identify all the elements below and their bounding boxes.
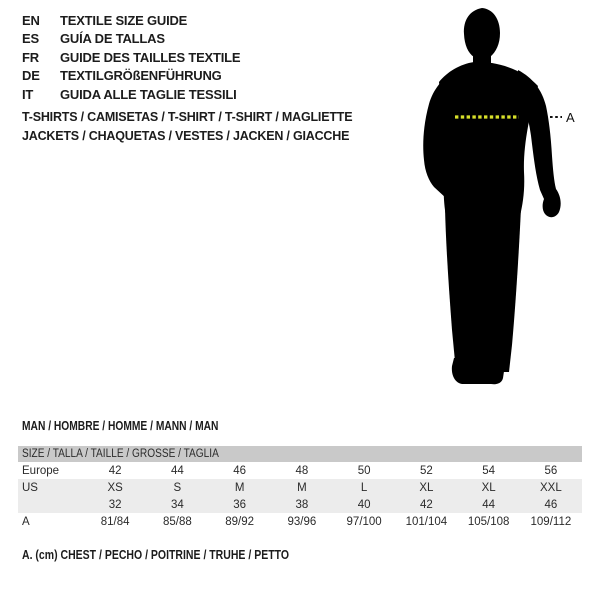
size-cell: 44 bbox=[170, 464, 184, 477]
language-list bbox=[22, 11, 240, 104]
table-row-chest-a bbox=[18, 513, 582, 530]
size-cell: 81/84 bbox=[100, 515, 130, 528]
size-cell: M bbox=[297, 481, 307, 494]
size-cell: 46 bbox=[233, 464, 247, 477]
man-silhouette-svg bbox=[400, 0, 600, 400]
language-label: TEXTILE SIZE GUIDE bbox=[60, 12, 188, 28]
language-row-fr bbox=[22, 48, 240, 67]
language-code: ES bbox=[22, 31, 39, 47]
language-row-es bbox=[22, 30, 240, 49]
table-row-numeric bbox=[18, 496, 582, 513]
size-cell: 101/104 bbox=[405, 515, 448, 528]
language-label: GUIDE DES TAILLES TEXTILE bbox=[60, 49, 241, 65]
size-cell: 56 bbox=[544, 464, 558, 477]
language-label: TEXTILGRÖßENFÜHRUNG bbox=[60, 68, 222, 84]
language-code: IT bbox=[22, 86, 34, 102]
row-label bbox=[18, 496, 84, 513]
row-label: A bbox=[22, 515, 30, 528]
language-code: FR bbox=[22, 49, 39, 65]
category-jackets: JACKETS / CHAQUETAS / VESTES / JACKEN / GIACCHE bbox=[22, 129, 350, 143]
category-headings bbox=[22, 108, 352, 146]
size-cell: 85/88 bbox=[162, 515, 192, 528]
language-code: DE bbox=[22, 68, 40, 84]
size-cell: 38 bbox=[295, 498, 309, 511]
size-cell: XXL bbox=[540, 481, 562, 494]
size-cell: 97/100 bbox=[346, 515, 382, 528]
size-cell: 32 bbox=[108, 498, 122, 511]
table-row-europe bbox=[18, 462, 582, 479]
size-table bbox=[18, 446, 582, 530]
size-cell: 48 bbox=[295, 464, 309, 477]
language-label: GUIDA ALLE TAGLIE TESSILI bbox=[60, 86, 237, 102]
size-cell: S bbox=[173, 481, 182, 494]
table-row-us bbox=[18, 479, 582, 496]
size-table-header-cell bbox=[18, 446, 582, 462]
size-cell: 93/96 bbox=[287, 515, 317, 528]
size-cell: L bbox=[360, 481, 368, 494]
size-cell: M bbox=[234, 481, 245, 494]
row-label: Europe bbox=[22, 464, 60, 477]
size-cell: 50 bbox=[357, 464, 371, 477]
language-row-en bbox=[22, 11, 240, 30]
size-cell: 40 bbox=[357, 498, 371, 511]
size-cell: 105/108 bbox=[467, 515, 510, 528]
man-silhouette-figure bbox=[400, 0, 600, 400]
size-cell: 46 bbox=[544, 498, 558, 511]
language-row-de bbox=[22, 67, 240, 86]
size-cell: 54 bbox=[482, 464, 496, 477]
language-label: GUÍA DE TALLAS bbox=[60, 31, 165, 47]
measurement-footnote: A. (cm) CHEST / PECHO / POITRINE / TRUHE / PETTO bbox=[22, 548, 290, 562]
size-cell: XL bbox=[419, 481, 434, 494]
size-cell: 44 bbox=[482, 498, 496, 511]
language-row-it bbox=[22, 85, 240, 104]
size-cell: 89/92 bbox=[225, 515, 255, 528]
size-cell: XS bbox=[107, 481, 123, 494]
size-cell: 34 bbox=[170, 498, 184, 511]
size-cell: 109/112 bbox=[530, 515, 572, 528]
measure-label-a: A bbox=[566, 110, 575, 125]
size-table-header-row bbox=[18, 446, 582, 462]
size-cell: 36 bbox=[233, 498, 247, 511]
language-code: EN bbox=[22, 12, 40, 28]
size-cell: XL bbox=[481, 481, 496, 494]
row-label: US bbox=[22, 481, 38, 494]
category-tshirts: T-SHIRTS / CAMISETAS / T-SHIRT / T-SHIRT / MAGLIETTE bbox=[22, 110, 353, 124]
silhouette-shoe bbox=[452, 358, 506, 384]
silhouette-legs bbox=[445, 208, 521, 372]
size-cell: 42 bbox=[419, 498, 433, 511]
size-cell: 52 bbox=[419, 464, 433, 477]
gender-heading: MAN / HOMBRE / HOMME / MANN / MAN bbox=[22, 419, 219, 433]
size-table-header-text: SIZE / TALLA / TAILLE / GRÖSSE / TAGLIA bbox=[22, 448, 219, 460]
size-cell: 42 bbox=[108, 464, 122, 477]
